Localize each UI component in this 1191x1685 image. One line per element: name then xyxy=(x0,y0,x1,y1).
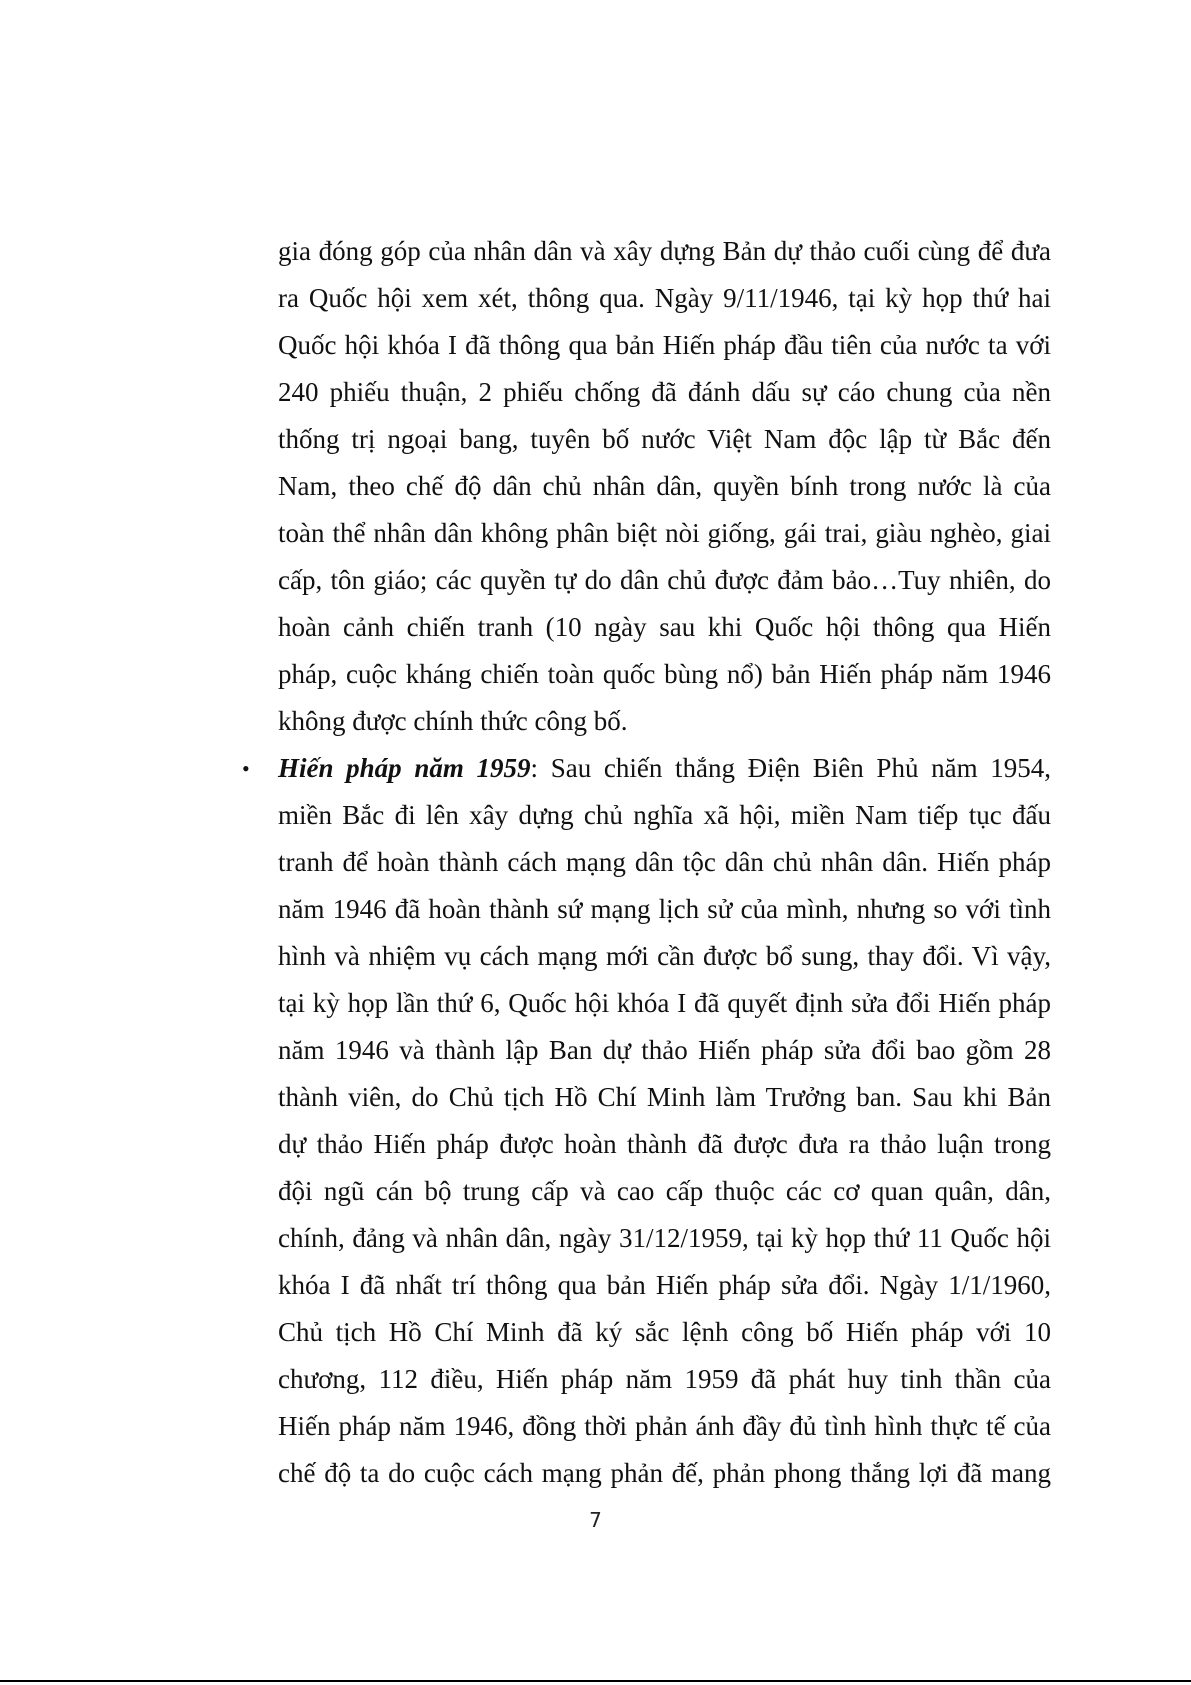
text-line: Chủ tịch Hồ Chí Minh đã ký sắc lệnh công bố Hiến pháp với 10 xyxy=(278,1317,1051,1347)
text-line: miền Bắc đi lên xây dựng chủ nghĩa xã hội, miền Nam tiếp tục đấu xyxy=(278,800,1051,830)
text-line: năm 1946 đã hoàn thành sứ mạng lịch sử của mình, nhưng so với tình xyxy=(278,894,1051,924)
text-line: ra Quốc hội xem xét, thông qua. Ngày 9/11/1946, tại kỳ họp thứ hai xyxy=(278,283,1051,313)
paragraph-constitution-1946 xyxy=(278,228,1051,745)
text-line: chế độ ta do cuộc cách mạng phản đế, phản phong thắng lợi đã mang xyxy=(278,1458,1051,1488)
bullet-first-line xyxy=(278,745,1051,792)
text-line: cấp, tôn giáo; các quyền tự do dân chủ được đảm bảo…Tuy nhiên, do xyxy=(278,565,1051,595)
text-line: Nam, theo chế độ dân chủ nhân dân, quyền bính trong nước là của xyxy=(278,471,1051,501)
text-line: Quốc hội khóa I đã thông qua bản Hiến pháp đầu tiên của nước ta với xyxy=(278,330,1051,360)
text-line: thành viên, do Chủ tịch Hồ Chí Minh làm Trưởng ban. Sau khi Bản xyxy=(278,1082,1051,1112)
text-line: 240 phiếu thuận, 2 phiếu chống đã đánh dấu sự cáo chung của nền xyxy=(278,377,1051,407)
text-line: Hiến pháp năm 1946, đồng thời phản ánh đầy đủ tình hình thực tế của xyxy=(278,1411,1051,1441)
text-line: đội ngũ cán bộ trung cấp và cao cấp thuộc các cơ quan quân, dân, xyxy=(278,1176,1051,1206)
text-line: chương, 112 điều, Hiến pháp năm 1959 đã phát huy tinh thần của xyxy=(278,1364,1051,1394)
bullet-marker: • xyxy=(242,756,250,781)
text-line: dự thảo Hiến pháp được hoàn thành đã được đưa ra thảo luận trong xyxy=(278,1129,1051,1159)
text-line: tại kỳ họp lần thứ 6, Quốc hội khóa I đã quyết định sửa đổi Hiến pháp xyxy=(278,988,1051,1018)
text-line: toàn thể nhân dân không phân biệt nòi giống, gái trai, giàu nghèo, giai xyxy=(278,518,1051,548)
text-line: chính, đảng và nhân dân, ngày 31/12/1959, tại kỳ họp thứ 11 Quốc hội xyxy=(278,1223,1051,1253)
text-line: gia đóng góp của nhân dân và xây dựng Bản dự thảo cuối cùng để đưa xyxy=(278,236,1051,266)
text-line: hình và nhiệm vụ cách mạng mới cần được bổ sung, thay đổi. Vì vậy, xyxy=(278,941,1051,971)
text-line: thống trị ngoại bang, tuyên bố nước Việt Nam độc lập từ Bắc đến xyxy=(278,424,1051,454)
bullet-heading: Hiến pháp năm 1959 xyxy=(278,753,531,783)
bullet-first-line-text: : Sau chiến thắng Điện Biên Phủ năm 1954, xyxy=(530,753,1052,783)
text-line: khóa I đã nhất trí thông qua bản Hiến pháp sửa đổi. Ngày 1/1/1960, xyxy=(278,1270,1051,1300)
bullet-constitution-1959 xyxy=(242,745,1052,1497)
bottom-divider xyxy=(0,1680,1191,1682)
text-line: không được chính thức công bố. xyxy=(278,706,628,736)
text-line: pháp, cuộc kháng chiến toàn quốc bùng nổ) bản Hiến pháp năm 1946 xyxy=(278,659,1051,689)
text-line: tranh để hoàn thành cách mạng dân tộc dân chủ nhân dân. Hiến pháp xyxy=(278,847,1051,877)
page-body xyxy=(242,228,1052,1497)
text-line: năm 1946 và thành lập Ban dự thảo Hiến pháp sửa đổi bao gồm 28 xyxy=(278,1035,1051,1065)
page-number: 7 xyxy=(589,1508,602,1532)
text-line: hoàn cảnh chiến tranh (10 ngày sau khi Quốc hội thông qua Hiến xyxy=(278,612,1051,642)
